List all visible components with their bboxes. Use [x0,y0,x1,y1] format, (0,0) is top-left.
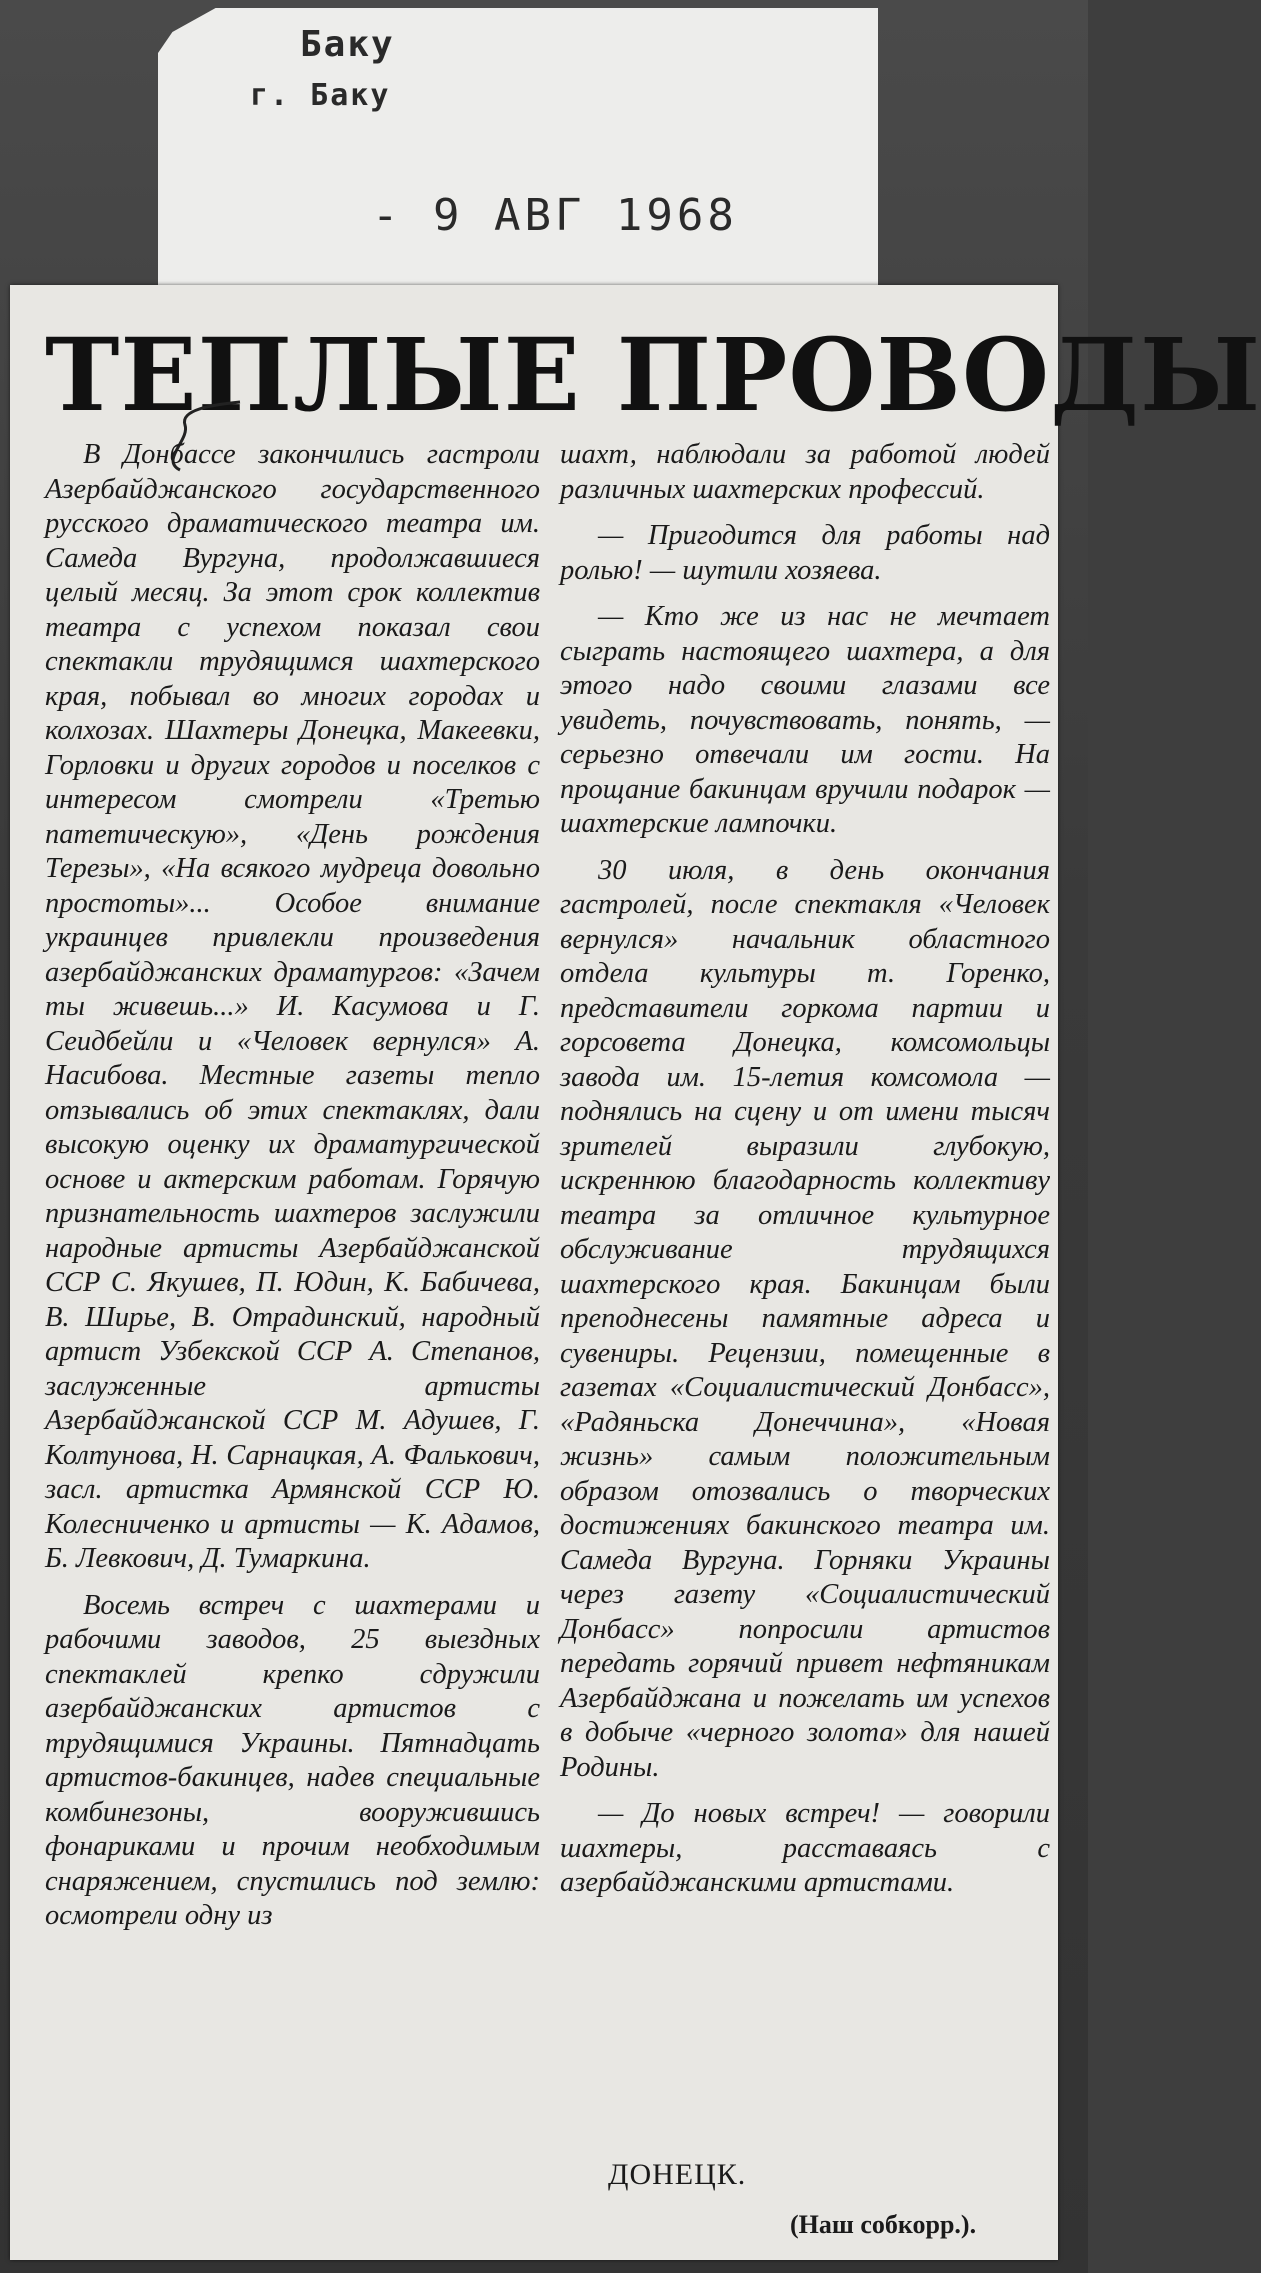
article-paragraph: Восемь встреч с шахтерами и рабочими заводов, 25 выездных спектаклей крепко сдружили азербайджанских артистов с трудящимися Украины. Пятнадцать артистов-бакинцев, надев специальные комбинезоны, вооружившись фонариками и прочим необходимым снаряжением, спустились под землю: осмотрели одну из [45,1589,540,1931]
article-paragraph: 30 июля, в день окончания гастролей, после спектакля «Человек вернулся» начальник областного отдела культуры т. Горенко, представители горкома партии и горсовета Донецка, комсомольцы завода им. 15-летия комсомола — поднялись на сцену и от имени тысяч зрителей выразили глубокую, искреннюю благодарность коллективу театра за отличное культурное обслуживание трудящихся шахтерского края. Бакинцам были преподнесены памятные адреса и сувениры. Рецензии, помещенные в газетах «Социалистический Донбасс», «Радяньска Донеччина», «Новая жизнь» самым положительным образом отозвались о творческих достижениях бакинского театра им. Самеда Вургуна. Горняки Украины через газету «Социалистический Донбасс» попросили артистов передать горячий привет нефтяникам Азербайджана и пожелать им успехов в добыче «черного золота» для нашей Родины. [560,854,1050,1783]
archive-stamp-card [158,8,878,308]
stamp-city-line-1: Баку [300,24,395,65]
article-paragraph: шахт, наблюдали за работой людей различных шахтерских профессий. [560,439,1050,505]
article-paragraph: — Кто же из нас не мечтает сыграть настоящего шахтера, а для этого надо своими глазами все увидеть, почувствовать, понять, — серьезно отвечали им гости. На прощание бакинцам вручили подарок — шахтерские лампочки. [560,601,1050,839]
article-paragraph: В Донбассе закончились гастроли Азербайджанского государственного русского драматического театра им. Самеда Вургуна, продолжавшиеся целый месяц. За этот срок коллектив театра с успехом показал свои спектакли трудящимся шахтерского края, побывал во многих городах и колхозах. Шахтеры Донецка, Макеевки, Горловки и других городов и поселков с интересом смотрели «Третью патетическую», «День рождения Терезы», «На всякого мудреца довольно простоты»... Особое внимание украинцев привлекли произведения азербайджанских драматургов: «Зачем ты живешь...» И. Касумова и Г. Сеидбейли и «Человек вернулся» А. Насибова. Местные газеты тепло отзывались об этих спектаклях, дали высокую оценку их драматургической основе и актерским работам. Горячую признательность шахтеров заслужили народные артисты Азербайджанской ССР С. Якушев, П. Юдин, К. Бабичева, В. Ширье, В. Отрадинский, народный артист Узбекской ССР А. Степанов, заслуженные артисты Азербайджанской ССР М. Адушев, Г. Колтунова, Н. Сарнацкая, А. Фалькович, засл. артистка Армянской ССР Ю. Колесниченко и артисты — К. Адамов, Б. Левкович, Д. Тумаркина. [45,439,540,1574]
article-right-column [560,438,1050,1913]
article-signature: (Наш собкорр.). [790,2210,977,2239]
article-headline: ТЕПЛЫЕ ПРОВОДЫ [45,316,1261,434]
stamp-date: - 9 АВГ 1968 [372,190,738,241]
article-paragraph: — До новых встреч! — говорили шахтеры, расставаясь с азербайджанскими артистами. [560,1798,1050,1898]
stamp-city-line-2: г. Баку [250,78,391,113]
article-paragraph: — Пригодится для работы над ролью! — шутили хозяева. [560,520,1050,586]
article-dateline: ДОНЕЦК. [608,2158,747,2191]
article-left-column [45,438,540,1946]
